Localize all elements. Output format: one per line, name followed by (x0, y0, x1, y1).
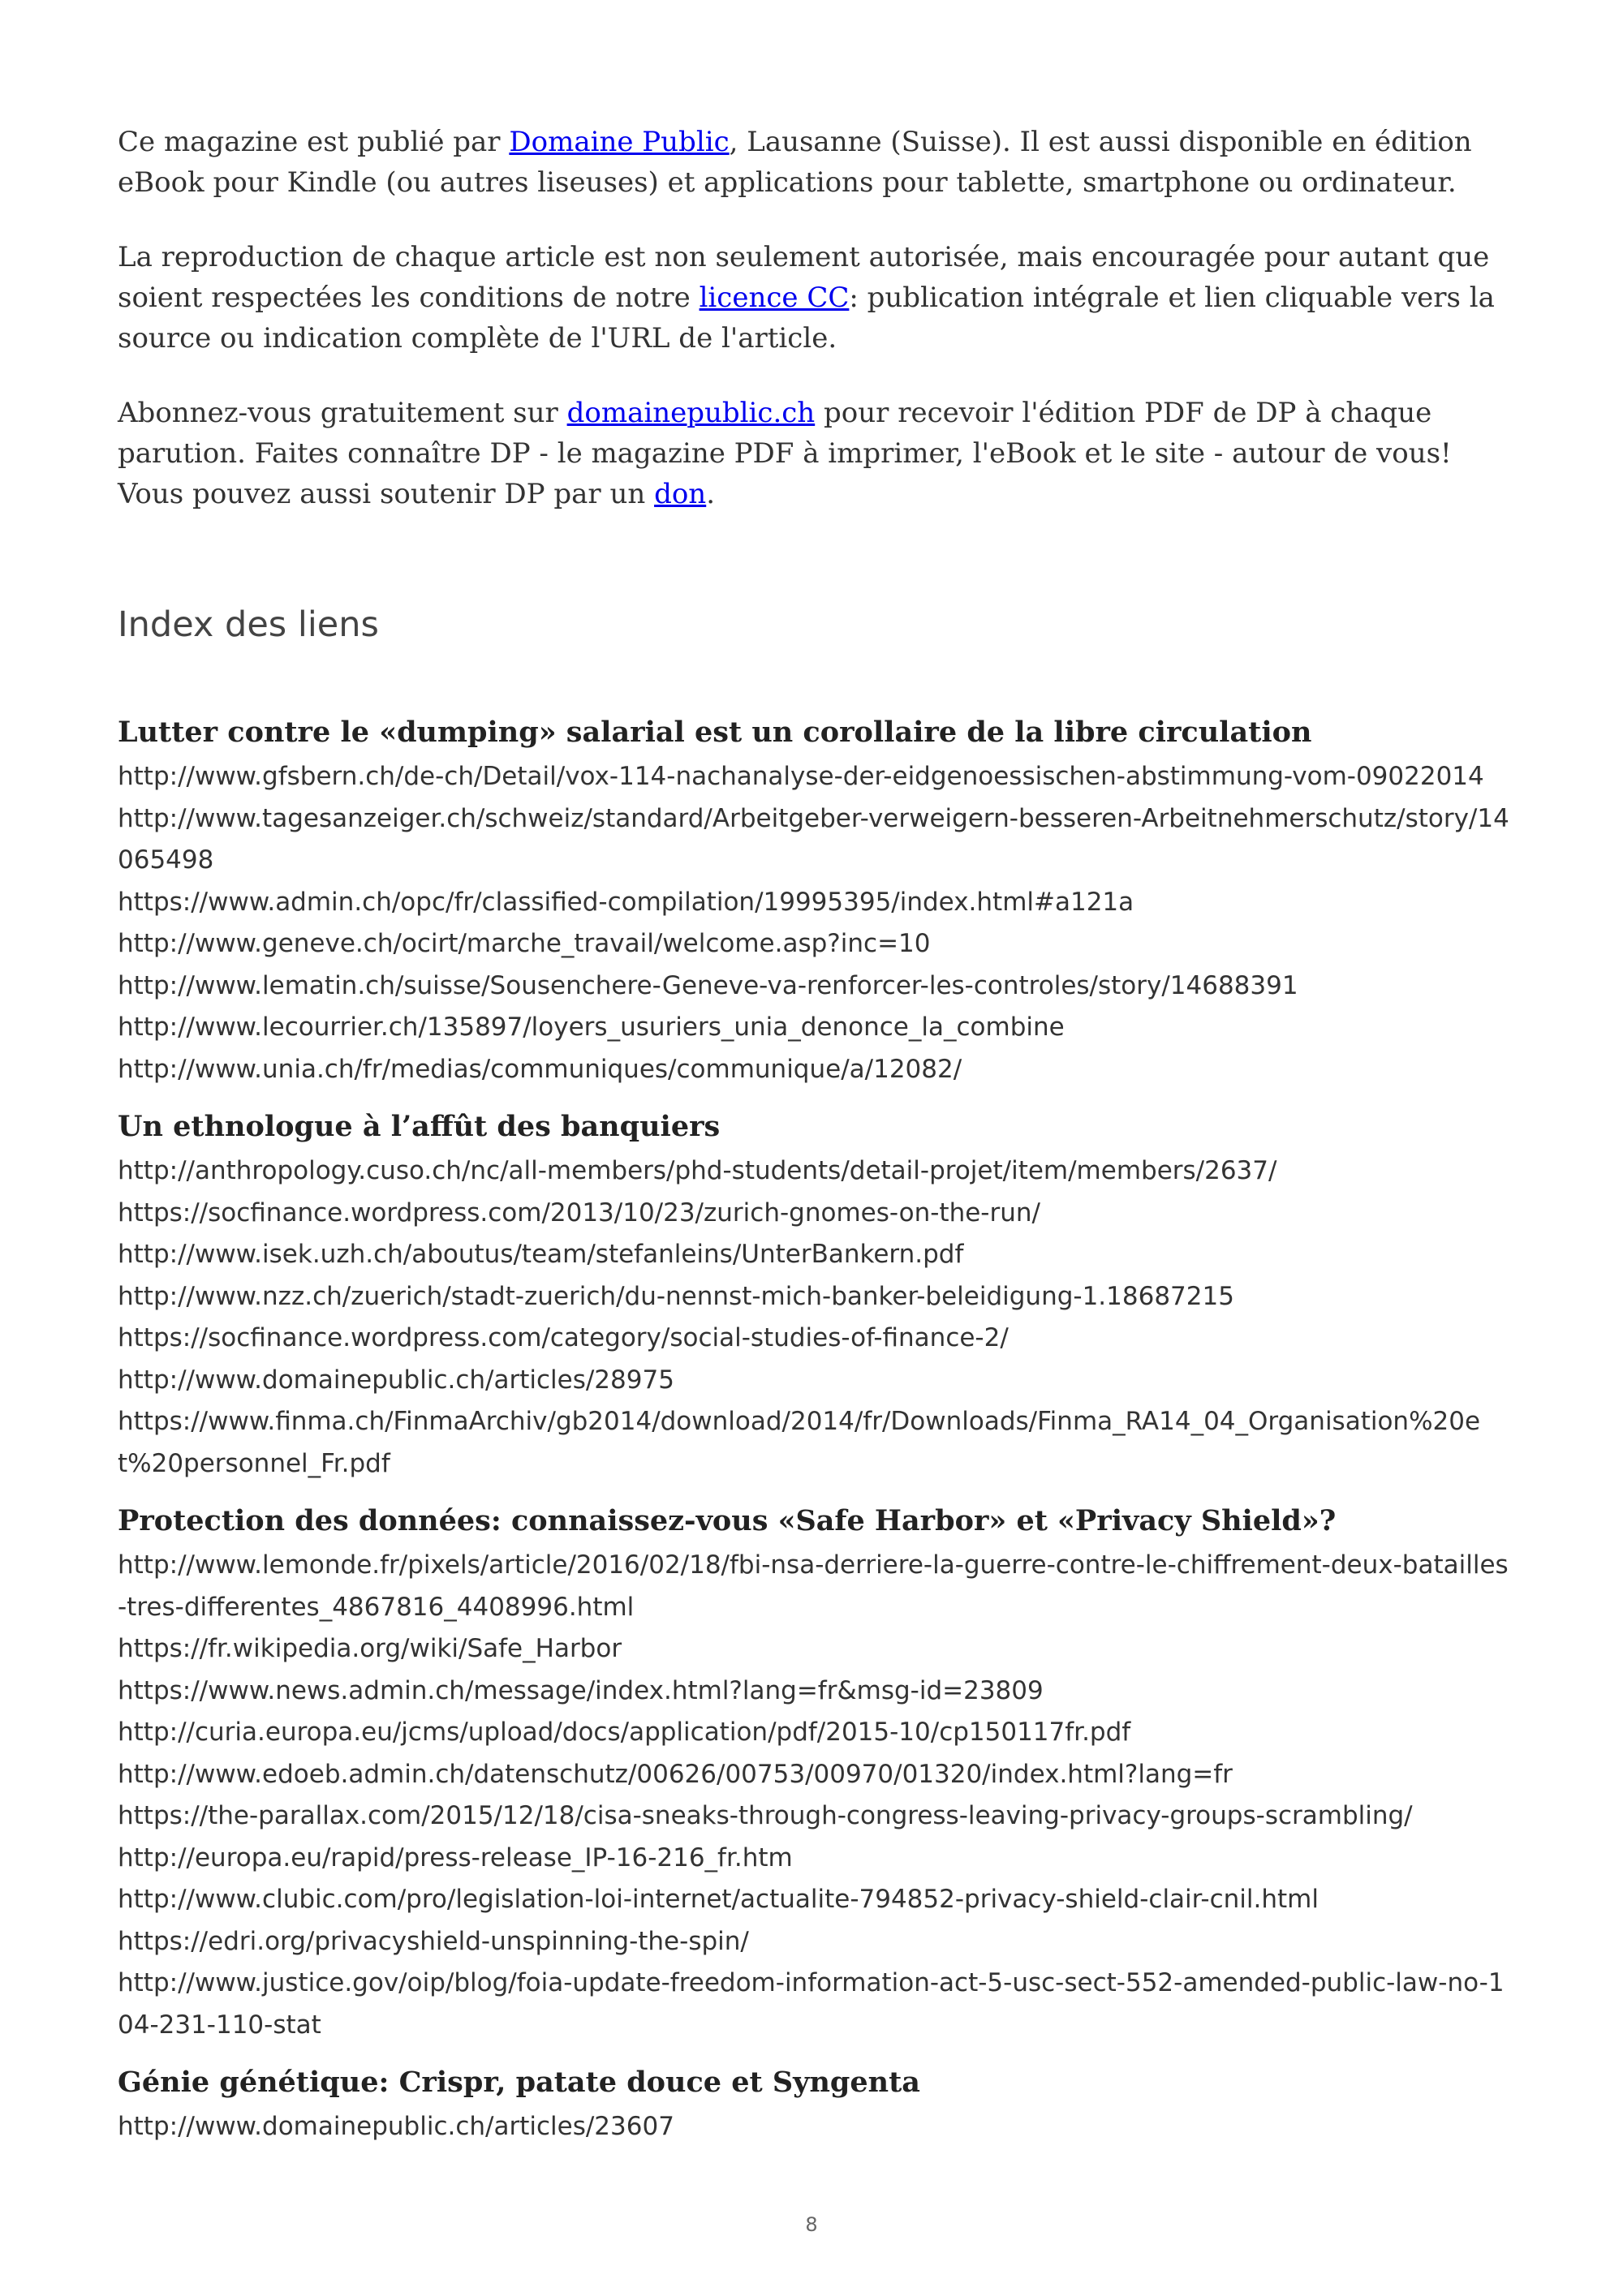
index-title: Index des liens (118, 604, 379, 645)
intro-text: Ce magazine est publié par (118, 126, 510, 158)
link-url[interactable]: http://www.lemonde.fr/pixels/article/2016/02/18/fbi-nsa-derriere-la-guerre-contre-le-chiffrement-deux-batailles-tres-differentes_4867816_4408996.html (118, 1550, 1509, 1622)
link-index (118, 711, 1513, 2148)
link-url[interactable]: http://www.domainepublic.ch/articles/23607 (118, 2112, 674, 2141)
intro-paragraph-subscribe (118, 393, 1513, 514)
intro-paragraph-publisher (118, 122, 1513, 203)
domaine-public-link[interactable]: Domaine Public (509, 126, 730, 158)
intro-text: pour recevoir l'édition PDF de DP à chaque parution. Faites connaître DP - le magazine PDF à imprimer, l'eBook et le site - autour de vous! Vous pouvez aussi soutenir DP par un (118, 397, 1452, 510)
intro-text: La reproduction de chaque article est non seulement autorisée, mais encouragée pour autant que soient respectées les conditions de notre (118, 241, 1490, 314)
link-url[interactable]: http://www.nzz.ch/zuerich/stadt-zuerich/du-nennst-mich-banker-beleidigung-1.18687215 (118, 1281, 1234, 1311)
link-url[interactable]: http://www.lecourrier.ch/135897/loyers_usuriers_unia_denonce_la_combine (118, 1013, 1065, 1042)
link-url[interactable]: https://socfinance.wordpress.com/category/social-studies-of-finance-2/ (118, 1323, 1009, 1352)
section-title: Génie génétique: Crispr, patate douce et Syngenta (118, 2066, 920, 2099)
link-url[interactable]: http://www.clubic.com/pro/legislation-loi-internet/actualite-794852-privacy-shield-clair-cnil.html (118, 1885, 1319, 1914)
link-url[interactable]: https://socfinance.wordpress.com/2013/10/23/zurich-gnomes-on-the-run/ (118, 1197, 1040, 1228)
link-url[interactable]: http://europa.eu/rapid/press-release_IP-16-216_fr.htm (118, 1842, 793, 1872)
intro-paragraph-license (118, 237, 1513, 359)
link-url[interactable]: https://www.news.admin.ch/message/index.html?lang=fr&msg-id=23809 (118, 1675, 1044, 1705)
section-title: Protection des données: connaissez-vous «Safe Harbor» et «Privacy Shield»? (118, 1504, 1337, 1537)
link-section (118, 711, 1513, 1090)
section-title: Lutter contre le «dumping» salarial est un corollaire de la libre circulation (118, 716, 1312, 749)
page-content (118, 122, 1513, 2163)
link-url[interactable]: http://www.domainepublic.ch/articles/28975 (118, 1365, 674, 1395)
link-url[interactable]: http://www.lematin.ch/suisse/Sousenchere-Geneve-va-renforcer-les-controles/story/14688391 (118, 970, 1298, 1000)
link-url[interactable]: http://anthropology.cuso.ch/nc/all-members/phd-students/detail-projet/item/members/2637/ (118, 1156, 1277, 1185)
link-url[interactable]: https://the-parallax.com/2015/12/18/cisa-sneaks-through-congress-leaving-privacy-groups-scrambling/ (118, 1801, 1413, 1830)
link-section (118, 2061, 1513, 2148)
intro-block (118, 122, 1513, 514)
donation-link[interactable]: don (654, 478, 707, 510)
section-title: Un ethnologue à l’affût des banquiers (118, 1110, 721, 1143)
link-section (118, 1105, 1513, 1485)
link-url[interactable]: http://www.tagesanzeiger.ch/schweiz/standard/Arbeitgeber-verweigern-besseren-Arbeitnehmerschutz/story/14065498 (118, 803, 1509, 875)
link-url[interactable]: https://www.finma.ch/FinmaArchiv/gb2014/download/2014/fr/Downloads/Finma_RA14_04_Organisation%20et%20personnel_Fr.pdf (118, 1407, 1481, 1478)
intro-text: . (706, 478, 716, 510)
link-url[interactable]: http://www.edoeb.admin.ch/datenschutz/00626/00753/00970/01320/index.html?lang=fr (118, 1759, 1233, 1789)
link-url[interactable]: http://www.justice.gov/oip/blog/foia-update-freedom-information-act-5-usc-sect-552-amended-public-law-no-104-231-110-stat (118, 1968, 1505, 2040)
link-url[interactable]: https://www.admin.ch/opc/fr/classified-compilation/19995395/index.html#a121a (118, 887, 1134, 917)
licence-cc-link[interactable]: licence CC (699, 282, 850, 314)
intro-text: : publication intégrale et lien cliquable vers la source ou indication complète de l'URL de l'article. (118, 282, 1495, 355)
link-url[interactable]: http://www.gfsbern.ch/de-ch/Detail/vox-114-nachanalyse-der-eidgenoessischen-abstimmung-vom-09022014 (118, 762, 1484, 791)
link-section (118, 1499, 1513, 2046)
link-url[interactable]: https://edri.org/privacyshield-unspinning-the-spin/ (118, 1926, 749, 1956)
link-url[interactable]: http://www.isek.uzh.ch/aboutus/team/stefanleins/UnterBankern.pdf (118, 1240, 964, 1269)
page-number: 8 (805, 2213, 818, 2236)
domainepublic-site-link[interactable]: domainepublic.ch (566, 397, 816, 429)
intro-text: Abonnez-vous gratuitement sur (118, 397, 567, 429)
link-url[interactable]: https://fr.wikipedia.org/wiki/Safe_Harbor (118, 1634, 622, 1663)
link-url[interactable]: http://www.geneve.ch/ocirt/marche_travail/welcome.asp?inc=10 (118, 929, 931, 958)
link-url[interactable]: http://curia.europa.eu/jcms/upload/docs/application/pdf/2015-10/cp150117fr.pdf (118, 1718, 1131, 1747)
link-url[interactable]: http://www.unia.ch/fr/medias/communiques/communique/a/12082/ (118, 1054, 962, 1084)
intro-text: , Lausanne (Suisse). Il est aussi disponible en édition eBook pour Kindle (ou autres liseuses) et applications pour tablette, smartphone ou ordinateur. (118, 126, 1472, 199)
